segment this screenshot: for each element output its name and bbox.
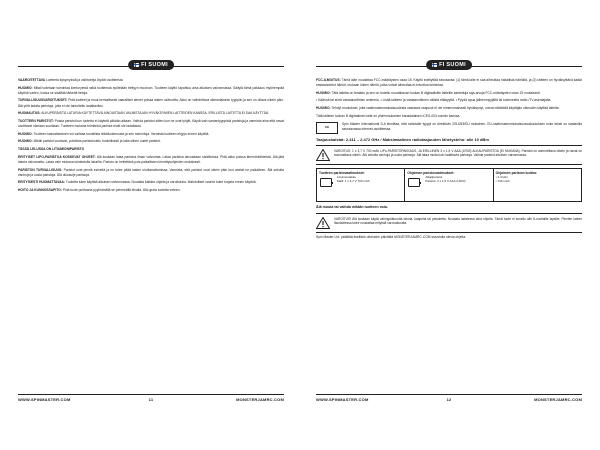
left-footer [18,394,284,404]
battery-icon [320,178,332,187]
paragraph-text: Älä koskaan lataa paristoa ilman valvontaa. Lataa paristoa ainoastaan sisätiloissa. Pidä akku poissa lämmönlähteistä. Älä jätä laturia valvomatta. Lataa vain mukana toimitetulla laturilla. Paristo on heitettävä pois paikallisten kierrätysohjeiden mukaisesti. [18,154,284,164]
spec-column-product [317,169,405,201]
battery-icon [408,178,420,187]
manual-paragraph [18,119,284,129]
spec-title: Ohjaimen pariston luokka: [495,170,538,175]
manual-paragraph [18,168,284,178]
paragraph-heading: TUOTTEEN PARISTOT: [18,118,54,123]
language-badge: FI SUOMI [426,60,472,70]
company-notice: Spin Master Ltd. pidättää itsellään oikeuden päivittää MONSTERJAMRC.COM sivustolla olevia ohjeita. [316,234,467,239]
right-language-bar [316,60,582,72]
charger-warning-text: VAROITUS! Älä koskaan käytä vahingoittunutta laturia, kaapelia tai pistoketta. Noudata ladatessa aina ohjeita. Tämä tuote ei sovellu alle 8-vuotiaille lapsille. Pienten lasten läsnäollessa tulee noudattaa erityistä varovaisuutta. [334,216,582,226]
paragraph-heading: ERITYISET LIPO-PARISTOA KOSKEVAT OHJEET: [18,154,96,159]
manual-paragraph [18,155,284,165]
finland-flag-icon [134,63,139,67]
warning-triangle-icon [316,217,330,229]
finland-flag-icon [432,63,437,67]
spec-title: Ohjaimen paristovaatimukset: [407,170,455,175]
paragraph-heading: HUOMIO: [18,131,33,136]
paragraph-heading: ERITYISESTI HUOMATTAVAA: [18,180,66,185]
paragraph-heading: HUOMIO: [18,139,33,144]
spec-line: Paristot: 3 x 1,5 V AAA (LR03) [425,179,466,184]
paragraph-heading: HUOMIO: [316,106,331,111]
paragraph-text: Pidä tuotteet ja muut kemiallisesti vaaralliset aineet poissa lasten ulottuvilta. Akku on vaihdettava oikeanlaiseen tyyppiin ja sen on oltava oikein päin. Älä yritä ladata paristoja, joita ei ole tarkoitettu ladattaviksi. [18,98,284,108]
paragraph-text: Paristot ovat pieniä esineitä ja ne tulee pitää lasten ulottumattomissa. Varmista, että paristot ovat oikein päin kun asetat ne paikalleen. Älä sekoita vanhoja ja uusia paristoja. Älä oikosulje paristoja. [18,167,285,177]
paragraph-text: • Käännä tai siirrä vastaanottimen antennia. • Lisää laitteen ja vastaanottimen välistä etäisyyttä. • Pyydä apua jälleenmyyjältä tai kokeneelta radio-/TV-asentajalta. [316,98,552,103]
paragraph-heading: HUOMIO: [18,85,33,90]
spec-line: Litiumioniakku [337,174,357,179]
ce-mark-logo: CE [316,122,338,134]
paragraph-text: Tätä laitetta on testattu ja sen on todettu noudattavan luokan B digitaalisille laitteille asetettuja raja-arvoja FCC-määräysten osan 15 mukaisesti. [331,90,541,95]
manual-spread [18,58,584,404]
left-body-text [18,72,284,193]
manual-paragraph [18,86,284,96]
manual-paragraph [18,111,284,116]
ce-declaration [316,122,582,134]
footer-product-site[interactable]: MONSTERJAMRC.COM [534,397,582,402]
battery-warning-text: VAROITUS: 1 x 3,7 V 700 mAh LiPo-PARISTOPAKKAUS, JA ERILLINEN 3 x 1,5 V AAA (LR03) ALKALIPARISTOA (EI MUKANA). Paristot on asennettava oikein ja navat on suunnattava oikein. Älä sekoita vanhoja ja uusia paristoja. Älä lataa muita kuin ladattavia paristoja. Vaihda paristot aikuisen valvonnassa. [334,148,582,158]
manual-paragraph [18,147,284,152]
footer-product-site[interactable]: MONSTERJAMRC.COM [236,397,284,402]
paragraph-heading: HUOMAUTUS: [18,111,41,116]
manual-paragraph [316,106,582,111]
manual-paragraph [316,98,582,103]
paragraph-text: Tuotetta tulee käyttää aikuisen valvonnassa. Noudata kaikkia ohjeita ja varoituksia. Mahdolliset vauriot tulee korjata ennen käyttöä. [65,180,257,185]
paragraph-text: Pidä tuote puhtaana pyyhkimällä se pehmeällä liinalla. Älä upota tuotetta veteen. [62,188,181,193]
paragraph-text: Tämä laite noudattaa FCC-määräysten osaa 15. Käyttö edellyttää seuraavaa: (1) tämä laite ei saa aiheuttaa haitallisia häiriöitä, ja (2) laitteen on hyväksyttävä kaikki vastaanotetut häiriöt, mukaan lukien häiriöt, jotka voivat aiheuttaa ei-toivottua toimintaa. [316,78,582,88]
manual-paragraph [18,98,284,108]
frequency-bands: Taajuuskaistat: 2,411 – 2,472 GHz / Maksimaalinen radiotaajuuden lähetysteho: alle 10 dBm [316,136,489,142]
paragraph-text: Tätä laitteen luokan B digitaalinen laite on yhdenmukainen kanadalaisen ICES-003-normin kanssa. [316,113,461,118]
battery-warning [316,145,582,165]
right-page [316,58,582,404]
paragraph-text: ALKUPERÄISTÄ LATURIA KÄYTETTÄVÄ AINOASTAAN VALMISTAJAN HYVÄKSYMIEN LAITTEIDEN KANSSA. ERILLISTÄ LAITETTA EI SAA KÄYTTÄÄ. [41,111,270,116]
paragraph-heading: TÄSSÄ LELUSSA ON LITIUMIONIPARISTO [18,147,85,152]
paragraph-text: Poista paristot kun tuotetta ei käytetä pitkään aikaan. Vaihda paristot sitten kun ne ovat tyhjät. Käytä vain samantyyppisiä paristoja ja varmista aina että navat osoittavat oikeaan suuntaan. Tuotteen mukana toimitetut paristot eivät ole ladattavia. [18,118,284,129]
language-badge: FI SUOMI [128,60,174,70]
manual-paragraph [18,180,284,185]
spec-line: • 2,4 kHz [495,174,508,179]
footer-website[interactable]: WWW.SPINMASTER.COM [18,397,71,402]
manual-paragraph [316,114,582,119]
spec-column-class [494,169,581,201]
left-language-bar [18,60,284,72]
manual-paragraph [18,188,284,193]
page-number: 11 [148,397,154,402]
paragraph-text: Mitali todetaan toimintaa kiertorytmiä sekä tuotteesta syötetään tiettyyn muotoon. Tuotteen käyttö tapahtuu aina aikuisen valvonnassa. Säilytä tämä pakkaus myöhempää käyttöä varten, koska se sisältää tärkeitä tietoja. [18,85,284,95]
warning-triangle-icon [316,149,330,161]
paragraph-text: Mikäli paristot vuotavat, puhdista paristokotelo huolellisesti ja laita siihen uudet paristot. [33,139,161,144]
spec-title: Tuotteen paristovaatimukset: [319,170,365,175]
right-footer [316,394,582,404]
paragraph-text: Tuotteen kasvattaminen voi vaihtaa turvallista leikkikokemusta ja sen toimintoja. Varmista tuotteen ehjyys ennen käyttöä. [33,131,210,136]
spec-line: Malli: 1 x 3,7 V 700 mAh [337,179,370,184]
paragraph-text: Tehdyt muutokset, joita vaatimustenmukaisuudesta vastaava osapuoli ei ole nimenomaisesti hyväksynyt, voivat mitätöidä käyttäjän oikeuden käyttää laitetta. [331,106,560,111]
paragraph-heading: TURVALLISUUSVAROITUKSET: [18,98,68,103]
manual-paragraph [18,139,284,144]
manual-paragraph [18,132,284,137]
spec-line: Alkaliparistot [425,174,443,179]
modification-note: Älä muuta tai vaihda mitään tuotteen osia. [316,204,388,209]
page-number: 12 [446,397,452,402]
paragraph-heading: HOITO JA KUNNOSSAPITO: [18,188,62,193]
manual-paragraph [316,91,582,96]
paragraph-text: Lueteeta kysymyksiä ja vaihtoeeja löydät osoitteesta [45,78,123,82]
ce-declaration-text: Spin Master International S.A ilmoittaa, että radiolaite tyyppi on direktiivin 2014/53/EU mukainen. EU-vaatimustenmukaisuusvakuutuksen koko teksti on saatavilla seuraavassa internet-osoitteessa. [342,121,582,131]
footer-website[interactable]: WWW.SPINMASTER.COM [316,397,369,402]
paragraph-heading: HUOMIO: [316,90,331,95]
battery-specs-table [316,168,582,202]
spec-column-controller [405,169,493,201]
manual-paragraph [18,78,284,83]
left-page [18,58,284,404]
paragraph-heading: FCC-ILMOITUS: [316,78,341,82]
paragraph-heading: PARISTON TURVALLISUUS: [18,167,63,172]
manual-paragraph [316,78,582,88]
paragraph-heading: VAAROITETTAVA [18,78,46,82]
right-body-text [316,72,582,240]
spec-line: • 700 mAh [495,179,510,184]
charger-warning [316,213,582,233]
